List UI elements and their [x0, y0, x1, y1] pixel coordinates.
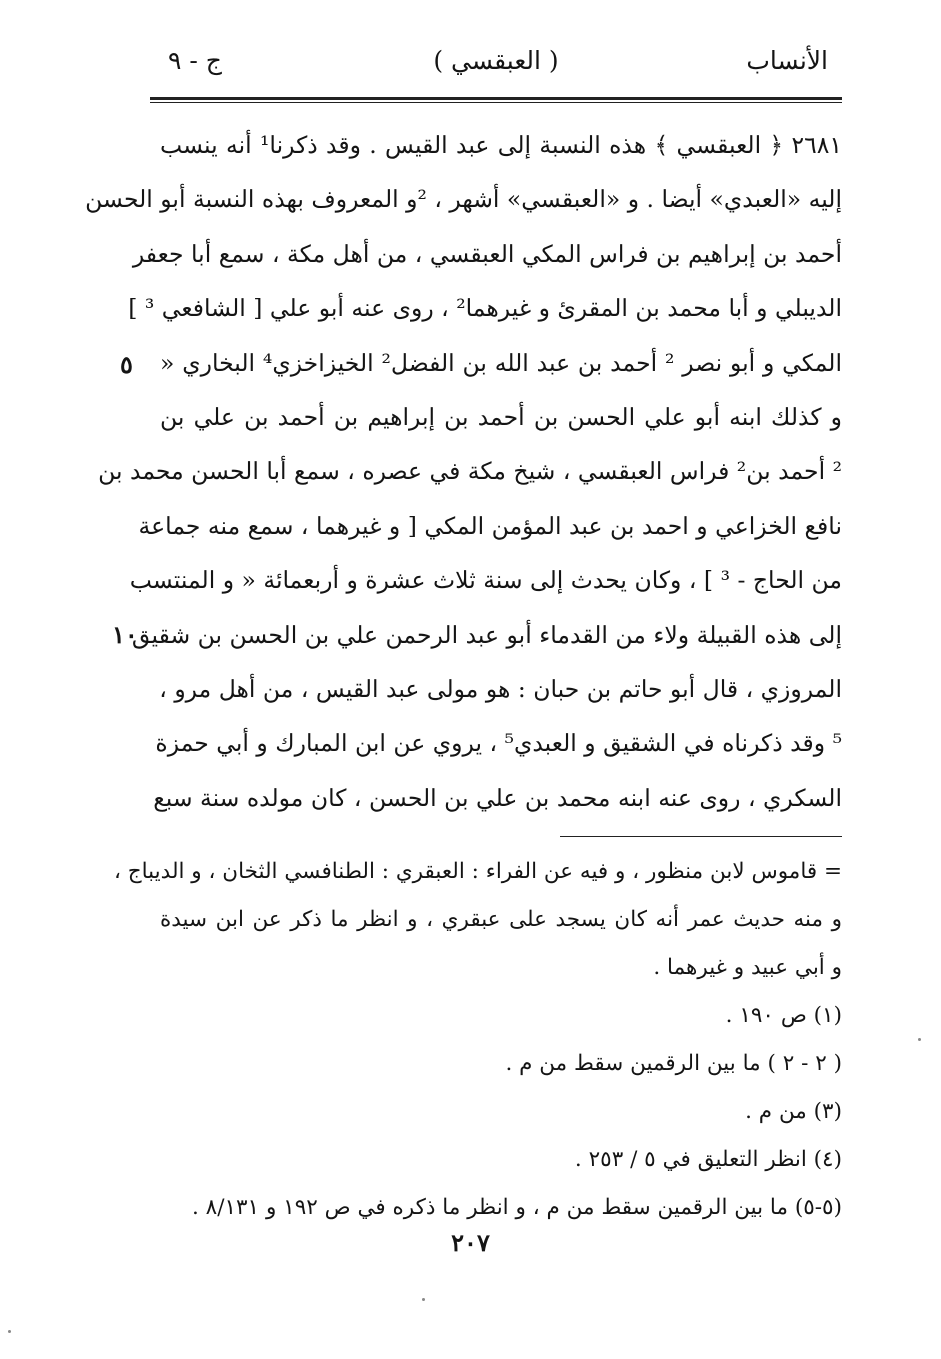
text-line: من الحاج - ³ ] ، وكان يحدث إلى سنة ثلاث عشرة و أربعمائة « و المنتسب: [129, 566, 842, 595]
text-line: السكري ، روى عنه ابنه محمد بن علي بن الحسن ، كان مولده سنة سبع: [153, 783, 842, 812]
page-number: ٢٠٧: [451, 1228, 490, 1257]
text-line: و كذلك ابنه أبو علي الحسن بن أحمد بن إبراهيم بن أحمد بن علي بن: [160, 402, 842, 431]
footnote-5: (٥-٥) ما بين الرقمين سقط من م ، و انظر ما ذكره في ص ١٩٢ و ٨/١٣١ .: [192, 1195, 842, 1220]
text-line: إليه «العبدي» أيضا . و «العبقسي» أشهر ، ²و المعروف بهذه النسبة أبو الحسن: [85, 185, 842, 214]
text-line: الديبلي و أبا محمد بن المقرئ و غيرهما² ، روى عنه أبو علي [ الشافعي ³ ]: [128, 294, 842, 323]
footnote-4: (٤) انظر التعليق في ٥ / ٢٥٣ .: [574, 1147, 842, 1172]
text-line: إلى هذه القبيلة ولاء من القدماء أبو عبد الرحمن علي بن الحسن بن شقيق: [131, 620, 842, 649]
text-line: ٢٦٨١ ﴿ العبقسي ﴾ هذه النسبة إلى عبد القيس . وقد ذكرنا¹ أنه ينسب: [160, 131, 843, 159]
text-line: نافع الخزاعي و احمد بن عبد المؤمن المكي [ و غيرهما ، سمع منه جماعة: [138, 511, 842, 540]
footnotes: [113, 848, 842, 1232]
text-line: المروزي ، قال أبو حاتم بن حبان : هو مولى عبد القيس ، من أهل مرو ،: [159, 674, 842, 703]
scan-speck: [918, 1038, 921, 1041]
margin-line-number-10: ١٠: [112, 620, 138, 649]
header-entry-title: ( العبقسي ): [433, 46, 559, 75]
text-line: المكي و أبو نصر ² أحمد بن عبد الله بن الفضل² الخيزاخزي⁴ البخاري «: [160, 348, 842, 377]
text-line: ² أحمد بن² فراس العبقسي ، شيخ مكة في عصره ، سمع أبا الحسن محمد بن: [98, 457, 842, 486]
header-rule-thin: [150, 102, 842, 103]
running-header: [150, 42, 842, 86]
text-line: ⁵ وقد ذكرناه في الشقيق و العبدي⁵ ، يروي عن ابن المبارك و أبي حمزة: [155, 729, 842, 758]
footnote-continuation-line: و منه حديث عمر أنه كان يسجد على عبقري ، و انظر ما ذكر عن ابن سيدة: [160, 907, 842, 932]
scan-speck: [422, 1298, 425, 1301]
header-rule-thick: [150, 97, 842, 100]
footnote-3: (٣) من م .: [745, 1099, 842, 1124]
scan-speck: [8, 1330, 11, 1333]
footnote-continuation-line: و أبي عبيد و غيرهما .: [653, 955, 842, 980]
text-line: أحمد بن إبراهيم بن فراس المكي العبقسي ، من أهل مكة ، سمع أبا جعفر: [132, 239, 842, 268]
footnote-1: (١) ص ١٩٠ .: [725, 1003, 842, 1028]
margin-line-number-5: ٥: [120, 350, 133, 379]
footnote-2: ( ٢ - ٢ ) ما بين الرقمين سقط من م .: [505, 1051, 842, 1076]
header-volume: ج - ٩: [168, 46, 222, 75]
footnote-continuation-line: = قاموس لابن منظور ، و فيه عن الفراء : العبقري : الطنافسي الثخان ، و الديباج ،: [113, 859, 842, 884]
footnote-separator: [560, 836, 842, 837]
header-book-title: الأنساب: [746, 46, 828, 75]
